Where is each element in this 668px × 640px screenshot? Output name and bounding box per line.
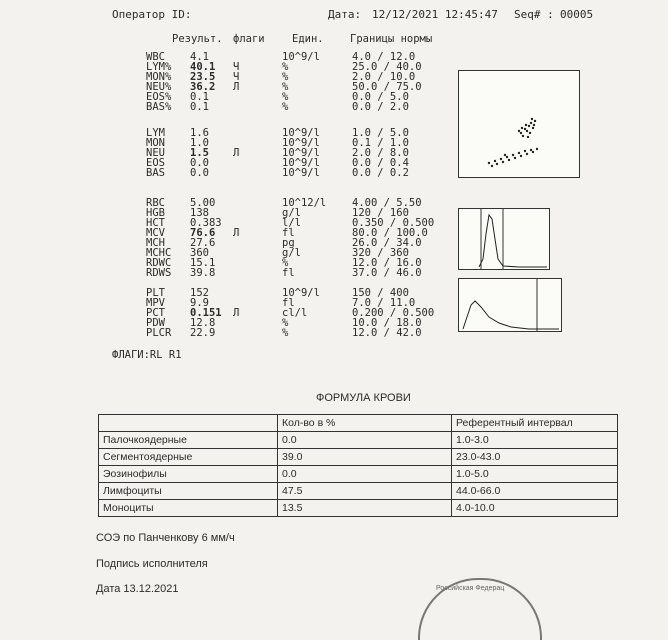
- table-row: [99, 500, 618, 517]
- result-unit: %: [282, 61, 289, 73]
- result-name: PLCR: [146, 327, 172, 339]
- cell-ref: 23.0-43.0: [452, 449, 618, 466]
- result-ref: 320 / 360: [352, 247, 409, 259]
- cell-ref: 1.0-5.0: [452, 466, 618, 483]
- col-result: Результ.: [172, 33, 223, 45]
- col-flags: флаги: [233, 33, 265, 45]
- result-name: NEU%: [146, 81, 172, 93]
- result-unit: %: [282, 81, 289, 93]
- esr-line: СОЭ по Панченкову 6 мм/ч: [96, 532, 235, 544]
- result-flag: Л: [233, 147, 240, 159]
- result-unit: 10^9/l: [282, 147, 320, 159]
- result-name: BAS: [146, 167, 165, 179]
- result-value: 0.0: [190, 157, 209, 169]
- table-row: [99, 483, 618, 500]
- result-value: 1.6: [190, 127, 209, 139]
- result-ref: 4.00 / 5.50: [352, 197, 422, 209]
- result-value: 360: [190, 247, 209, 259]
- result-ref: 0.1 / 1.0: [352, 137, 409, 149]
- result-name: PLT: [146, 287, 165, 299]
- formula-header-cell: Кол-во в %: [278, 415, 452, 432]
- result-name: WBC: [146, 51, 165, 63]
- result-name: PDW: [146, 317, 165, 329]
- result-flag: Ч: [233, 71, 240, 83]
- result-name: MON: [146, 137, 165, 149]
- table-row: [99, 466, 618, 483]
- result-ref: 7.0 / 11.0: [352, 297, 416, 309]
- result-ref: 0.0 / 2.0: [352, 101, 409, 113]
- result-name: PCT: [146, 307, 165, 319]
- result-ref: 0.0 / 5.0: [352, 91, 409, 103]
- result-ref: 0.0 / 0.4: [352, 157, 409, 169]
- result-value: 4.1: [190, 51, 209, 63]
- result-unit: %: [282, 327, 289, 339]
- cell-value: 47.5: [278, 483, 452, 500]
- cell-value: 39.0: [278, 449, 452, 466]
- flags-line: ФЛАГИ:RL R1: [112, 349, 182, 361]
- result-unit: 10^9/l: [282, 167, 320, 179]
- result-name: EOS: [146, 157, 165, 169]
- result-ref: 120 / 160: [352, 207, 409, 219]
- result-name: MCH: [146, 237, 165, 249]
- result-value: 138: [190, 207, 209, 219]
- result-ref: 26.0 / 34.0: [352, 237, 422, 249]
- result-unit: 10^9/l: [282, 157, 320, 169]
- result-value: 27.6: [190, 237, 216, 249]
- plt-histogram: [458, 278, 562, 332]
- formula-table: [98, 414, 618, 517]
- result-ref: 10.0 / 18.0: [352, 317, 422, 329]
- result-unit: g/l: [282, 207, 301, 219]
- result-value: 0.151: [190, 307, 222, 319]
- result-value: 0.1: [190, 101, 209, 113]
- result-flag: Л: [233, 307, 240, 319]
- cell-ref: 44.0-66.0: [452, 483, 618, 500]
- result-ref: 2.0 / 8.0: [352, 147, 409, 159]
- result-value: 40.1: [190, 61, 216, 73]
- result-unit: 10^9/l: [282, 287, 320, 299]
- result-unit: pg: [282, 237, 295, 249]
- result-unit: fl: [282, 267, 295, 279]
- result-unit: cl/l: [282, 307, 308, 319]
- table-row: [99, 432, 618, 449]
- result-value: 0.1: [190, 91, 209, 103]
- result-flag: Л: [233, 227, 240, 239]
- result-flag: Л: [233, 81, 240, 93]
- cell-name: Эозинофилы: [99, 466, 278, 483]
- date-line: Дата 13.12.2021: [96, 583, 179, 595]
- result-ref: 0.350 / 0.500: [352, 217, 435, 229]
- cell-name: Моноциты: [99, 500, 278, 517]
- result-value: 0.0: [190, 167, 209, 179]
- result-name: MCHC: [146, 247, 172, 259]
- result-value: 0.383: [190, 217, 222, 229]
- result-value: 23.5: [190, 71, 216, 83]
- result-value: 36.2: [190, 81, 216, 93]
- result-unit: %: [282, 91, 289, 103]
- date-label: Дата:: [328, 8, 362, 21]
- cell-name: Сегментоядерные: [99, 449, 278, 466]
- seq-label: Seq# :: [514, 8, 554, 21]
- result-name: RDWC: [146, 257, 172, 269]
- result-ref: 37.0 / 46.0: [352, 267, 422, 279]
- col-ranges: Границы нормы: [350, 33, 433, 45]
- stamp-text: Российская Федерац: [436, 585, 505, 592]
- seq-number: 00005: [560, 8, 594, 21]
- cell-ref: 4.0-10.0: [452, 500, 618, 517]
- result-unit: %: [282, 317, 289, 329]
- result-name: LYM%: [146, 61, 172, 73]
- result-value: 76.6: [190, 227, 216, 239]
- scatter-plot: [458, 70, 580, 178]
- result-name: MCV: [146, 227, 165, 239]
- result-ref: 1.0 / 5.0: [352, 127, 409, 139]
- formula-title: ФОРМУЛА КРОВИ: [316, 392, 411, 404]
- result-unit: 10^9/l: [282, 127, 320, 139]
- result-ref: 150 / 400: [352, 287, 409, 299]
- cell-value: 0.0: [278, 432, 452, 449]
- cell-ref: 1.0-3.0: [452, 432, 618, 449]
- result-unit: 10^12/l: [282, 197, 327, 209]
- cell-value: 0.0: [278, 466, 452, 483]
- result-name: LYM: [146, 127, 165, 139]
- rbc-histogram: [458, 208, 550, 270]
- scatter-svg: [459, 71, 579, 177]
- result-name: MON%: [146, 71, 172, 83]
- rbc-histogram-svg: [459, 209, 549, 269]
- result-value: 39.8: [190, 267, 216, 279]
- result-ref: 2.0 / 10.0: [352, 71, 416, 83]
- formula-header-row: [99, 415, 618, 432]
- result-ref: 12.0 / 16.0: [352, 257, 422, 269]
- result-unit: g/l: [282, 247, 301, 259]
- result-ref: 0.0 / 0.2: [352, 167, 409, 179]
- result-value: 12.8: [190, 317, 216, 329]
- result-value: 152: [190, 287, 209, 299]
- result-ref: 0.200 / 0.500: [352, 307, 435, 319]
- result-value: 15.1: [190, 257, 216, 269]
- result-value: 9.9: [190, 297, 209, 309]
- result-name: HCT: [146, 217, 165, 229]
- signature-line: Подпись исполнителя: [96, 558, 208, 570]
- result-ref: 80.0 / 100.0: [352, 227, 428, 239]
- result-ref: 50.0 / 75.0: [352, 81, 422, 93]
- result-name: BAS%: [146, 101, 172, 113]
- result-unit: %: [282, 101, 289, 113]
- result-ref: 12.0 / 42.0: [352, 327, 422, 339]
- result-ref: 4.0 / 12.0: [352, 51, 416, 63]
- cell-name: Лимфоциты: [99, 483, 278, 500]
- result-name: EOS%: [146, 91, 172, 103]
- operator-label: Оператор ID:: [112, 8, 192, 21]
- datetime: 12/12/2021 12:45:47: [372, 8, 498, 21]
- table-row: [99, 449, 618, 466]
- result-ref: 25.0 / 40.0: [352, 61, 422, 73]
- result-value: 1.0: [190, 137, 209, 149]
- result-value: 5.00: [190, 197, 216, 209]
- result-unit: 10^9/l: [282, 137, 320, 149]
- result-name: MPV: [146, 297, 165, 309]
- result-value: 1.5: [190, 147, 209, 159]
- result-name: NEU: [146, 147, 165, 159]
- result-unit: fl: [282, 227, 295, 239]
- cell-value: 13.5: [278, 500, 452, 517]
- result-unit: 10^9/l: [282, 51, 320, 63]
- result-flag: Ч: [233, 61, 240, 73]
- plt-histogram-svg: [459, 279, 561, 331]
- result-name: RDWS: [146, 267, 172, 279]
- result-name: HGB: [146, 207, 165, 219]
- result-unit: %: [282, 257, 289, 269]
- result-value: 22.9: [190, 327, 216, 339]
- result-unit: fl: [282, 297, 295, 309]
- result-unit: %: [282, 71, 289, 83]
- result-unit: l/l: [282, 217, 301, 229]
- cell-name: Палочкоядерные: [99, 432, 278, 449]
- result-name: RBC: [146, 197, 165, 209]
- col-units: Един.: [292, 33, 324, 45]
- formula-header-cell: [99, 415, 278, 432]
- formula-header-cell: Референтный интервал: [452, 415, 618, 432]
